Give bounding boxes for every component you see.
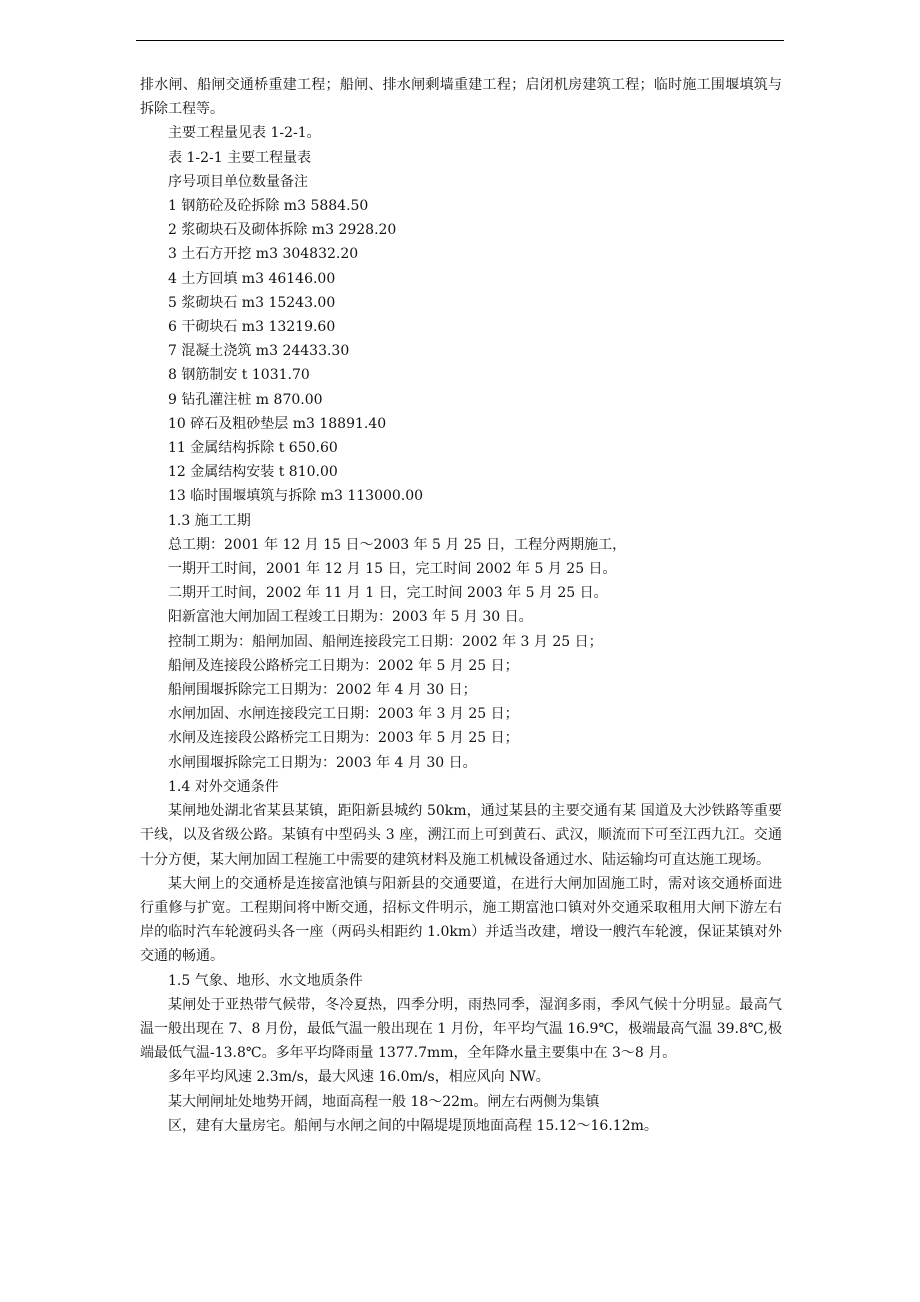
quantity-table bbox=[140, 194, 782, 509]
intro-paragraph: 排水闸、船闸交通桥重建工程；船闸、排水闸剩墙重建工程；启闭机房建筑工程；临时施工围堰填筑与拆除工程等。 bbox=[140, 77, 782, 118]
wind-paragraph: 多年平均风速 2.3m/s，最大风速 16.0m/s，相应风向 NW。 bbox=[168, 1069, 550, 1086]
table-row: 11 金属结构拆除 t 650.60 bbox=[168, 440, 338, 457]
section-heading-1-5: 1.5 气象、地形、水文地质条件 bbox=[168, 972, 363, 989]
section-heading-1-4: 1.4 对外交通条件 bbox=[168, 778, 279, 795]
table-row: 9 钻孔灌注桩 m 870.00 bbox=[168, 391, 323, 408]
table-header: 序号项目单位数量备注 bbox=[168, 173, 308, 190]
table-row: 2 浆砌块石及砌体拆除 m3 2928.20 bbox=[168, 222, 397, 239]
table-caption: 表 1-2-1 主要工程量表 bbox=[168, 149, 312, 166]
table-row: 7 混凝土浇筑 m3 24433.30 bbox=[168, 343, 350, 360]
table-row: 12 金属结构安装 t 810.00 bbox=[168, 464, 338, 481]
section-heading-1-3: 1.3 施工工期 bbox=[168, 512, 251, 529]
table-row: 1 钢筋砼及砼拆除 m3 5884.50 bbox=[168, 198, 369, 215]
schedule-line: 控制工期为：船闸加固、船闸连接段完工日期：2002 年 3 月 25 日； bbox=[168, 633, 603, 650]
schedule-line: 船闸及连接段公路桥完工日期为：2002 年 5 月 25 日； bbox=[168, 657, 519, 674]
table-row: 5 浆砌块石 m3 15243.00 bbox=[168, 294, 336, 311]
table-row: 10 碎石及粗砂垫层 m3 18891.40 bbox=[168, 415, 387, 432]
terrain-paragraph-continued: 区，建有大量房宅。船闸与水闸之间的中隔堤堤顶地面高程 15.12～16.12m。 bbox=[168, 1117, 658, 1134]
schedule-line: 阳新富池大闸加固工程竣工日期为：2003 年 5 月 30 日。 bbox=[168, 609, 533, 626]
table-row: 13 临时围堰填筑与拆除 m3 113000.00 bbox=[168, 488, 424, 505]
terrain-paragraph: 某大闸闸址处地势开阔，地面高程一般 18～22m。闸左右两侧为集镇 bbox=[168, 1093, 600, 1110]
traffic-paragraph-1: 某闸地处湖北省某县某镇，距阳新县城约 50km，通过某县的主要交通有某 国道及大沙铁路等重要干线，以及省级公路。某镇有中型码头 3 座，溯江而上可到黄石、武汉，顺流而下可至江西九江。交通十分方便，某大闸加固工程施工中需要的建筑材料及施工机械设备通过水、陆运输均可直达施工现场。 bbox=[140, 803, 782, 868]
schedule-line: 一期开工时间，2001 年 12 月 15 日，完工时间 2002 年 5 月 25 日。 bbox=[168, 561, 617, 578]
table-row: 4 土方回填 m3 46146.00 bbox=[168, 270, 336, 287]
table-row: 3 土石方开挖 m3 304832.20 bbox=[168, 246, 359, 263]
schedule-line: 总工期：2001 年 12 月 15 日～2003 年 5 月 25 日，工程分两期施工， bbox=[168, 536, 627, 553]
schedule-line: 二期开工时间，2002 年 11 月 1 日，完工时间 2003 年 5 月 25 日。 bbox=[168, 585, 608, 602]
table-row: 8 钢筋制安 t 1031.70 bbox=[168, 367, 310, 384]
traffic-paragraph-2: 某大闸上的交通桥是连接富池镇与阳新县的交通要道，在进行大闸加固施工时，需对该交通桥面进行重修与扩宽。工程期间将中断交通，招标文件明示，施工期富池口镇对外交通采取租用大闸下游左右岸的临时汽车轮渡码头各一座（两码头相距约 1.0km）并适当改建，增设一艘汽车轮渡，保证某镇对外交通的畅通。 bbox=[140, 875, 782, 965]
table-reference: 主要工程量见表 1-2-1。 bbox=[168, 125, 321, 142]
climate-paragraph: 某闸处于亚热带气候带，冬冷夏热，四季分明，雨热同季，湿润多雨，季风气候十分明显。最高气温一般出现在 7、8 月份，最低气温一般出现在 1 月份，年平均气温 16.9℃，极端最高气温 39.8℃,极端最低气温-13.8℃。多年平均降雨量 1377.7mm，全年降水量主要集中在 3～8 月。 bbox=[140, 996, 782, 1062]
header-rule bbox=[136, 40, 784, 41]
schedule-line: 船闸围堰拆除完工日期为：2002 年 4 月 30 日； bbox=[168, 682, 477, 699]
schedule-line: 水闸围堰拆除完工日期为：2003 年 4 月 30 日。 bbox=[168, 754, 477, 771]
table-row: 6 干砌块石 m3 13219.60 bbox=[168, 319, 336, 336]
document-body bbox=[140, 73, 782, 1138]
schedule-line: 水闸及连接段公路桥完工日期为：2003 年 5 月 25 日； bbox=[168, 730, 519, 747]
schedule-line: 水闸加固、水闸连接段完工日期：2003 年 3 月 25 日； bbox=[168, 706, 519, 723]
